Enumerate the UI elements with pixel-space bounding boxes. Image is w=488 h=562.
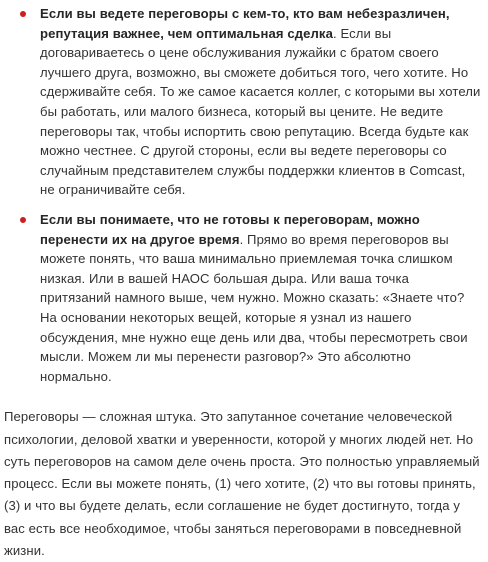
bullet-text: . Прямо во время переговоров вы можете понять, что ваша минимально приемлемая точка слишком низкая. Или в вашей НАОС большая дыра. Или ваша точка притязаний намного выше, чем нужно. Можно сказать: «Знаете что? На основании некоторых вещей, которые я узнал из нашего обсуждения, мне нужно еще день или два, чтобы пересмотреть свои мысли. Можем ли мы перенести разговор?» Это абсолютно нормально. (40, 231, 468, 384)
bullet-bold-lead: Если вы ведете переговоры с кем-то, кто вам небезразличен, репутация важнее, чем оптимальная сделка (40, 6, 450, 41)
bullet-dot-icon (20, 217, 26, 223)
list-item (20, 4, 482, 200)
bullet-list (20, 4, 482, 386)
list-item (20, 210, 482, 386)
bullet-bold-lead: Если вы понимаете, что не готовы к переговорам, можно перенести их на другое время (40, 211, 420, 247)
summary-paragraph: Переговоры — сложная штука. Это запутанное сочетание человеческой психологии, деловой хватки и уверенности, которой у многих людей нет. Но суть переговоров на самом деле очень проста. Это полностью управляемый процесс. Если вы можете понять, (1) чего хотите, (2) что вы готовы принять, (3) и что вы будете делать, если соглашение не будет достигнуто, тогда у вас есть все необходимое, чтобы заняться переговорами в повседневной жизни. (4, 409, 480, 559)
bullet-text: . Если вы договариваетесь о цене обслуживания лужайки с братом своего лучшего друга, возможно, вы сможете добиться того, чего хотите. Но сдерживайте себя. То же самое касается коллег, с которыми вы хотели бы работать, или малого бизнеса, который вы цените. Не ведите переговоры так, чтобы испортить свою репутацию. Всегда будьте как можно честнее. С другой стороны, если вы ведете переговоры со случайным представителем службы поддержки клиентов в Comcast, не ограничивайте себя. (40, 25, 481, 198)
bullet-dot-icon (20, 11, 26, 17)
